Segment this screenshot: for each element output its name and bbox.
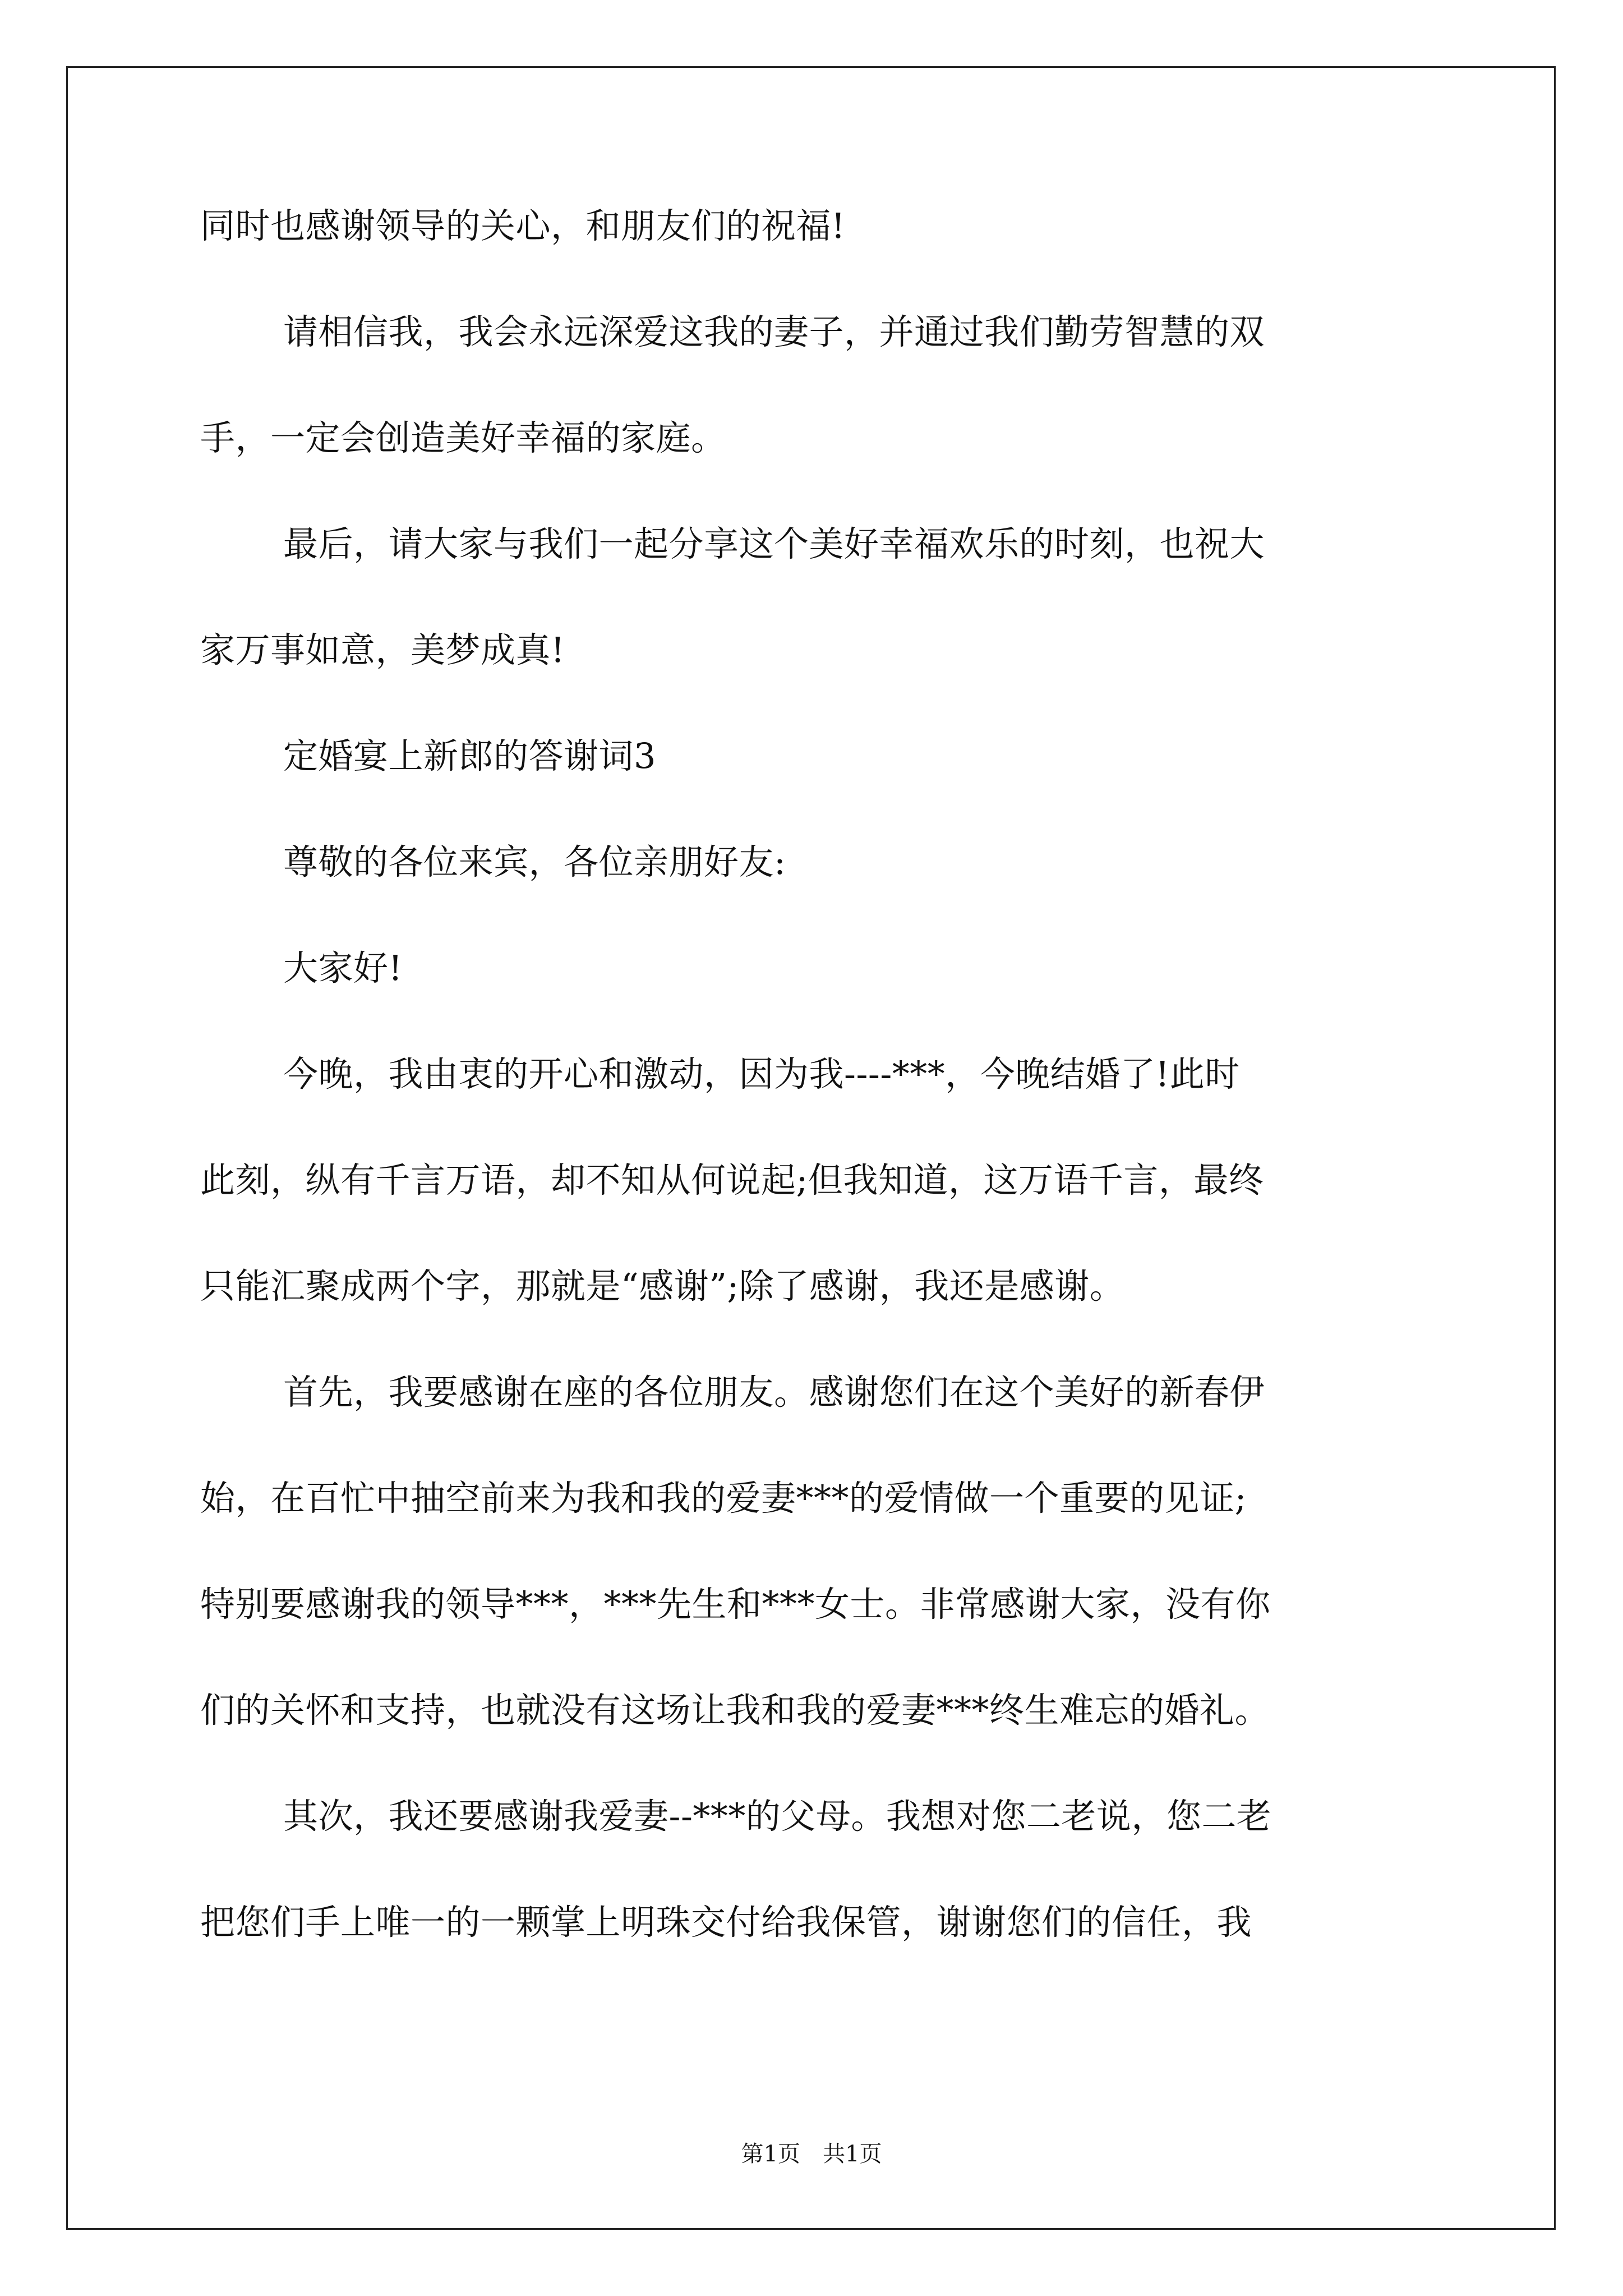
paragraph-line: 只能汇聚成两个字，那就是“感谢”;除了感谢，我还是感谢。 [200, 1266, 1125, 1306]
paragraph-line: 请相信我，我会永远深爱这我的妻子，并通过我们勤劳智慧的双 [283, 311, 1265, 352]
paragraph-line: 家万事如意，美梦成真! [200, 629, 565, 670]
paragraph-line: 同时也感谢领导的关心，和朋友们的祝福! [200, 205, 846, 246]
paragraph-line: 始，在百忙中抽空前来为我和我的爱妻***的爱情做一个重要的见证; [200, 1478, 1247, 1519]
salutation-line: 尊敬的各位来宾，各位亲朋好友: [283, 841, 786, 882]
paragraph-line: 其次，我还要感谢我爱妻--***的父母。我想对您二老说，您二老 [283, 1796, 1272, 1837]
document-body [200, 205, 1440, 2011]
paragraph-line: 们的关怀和支持，也就没有这场让我和我的爱妻***终生难忘的婚礼。 [200, 1690, 1270, 1731]
paragraph-line: 把您们手上唯一的一颗掌上明珠交付给我保管，谢谢您们的信任，我 [200, 1902, 1252, 1943]
paragraph-line: 手，一定会创造美好幸福的家庭。 [200, 417, 726, 458]
paragraph-line: 特别要感谢我的领导***，***先生和***女士。非常感谢大家，没有你 [200, 1584, 1271, 1625]
paragraph-line: 此刻，纵有千言万语，却不知从何说起;但我知道，这万语千言，最终 [200, 1159, 1264, 1200]
greeting-line: 大家好! [283, 947, 403, 988]
page-number-footer: 第1页 共1页 [741, 2141, 882, 2167]
paragraph-line: 今晚，我由衷的开心和激动，因为我----***，今晚结婚了!此时 [283, 1053, 1240, 1094]
paragraph-line: 首先，我要感谢在座的各位朋友。感谢您们在这个美好的新春伊 [283, 1372, 1265, 1412]
paragraph-line: 最后，请大家与我们一起分享这个美好幸福欢乐的时刻，也祝大 [283, 523, 1265, 564]
section-heading: 定婚宴上新郎的答谢词3 [283, 735, 656, 776]
